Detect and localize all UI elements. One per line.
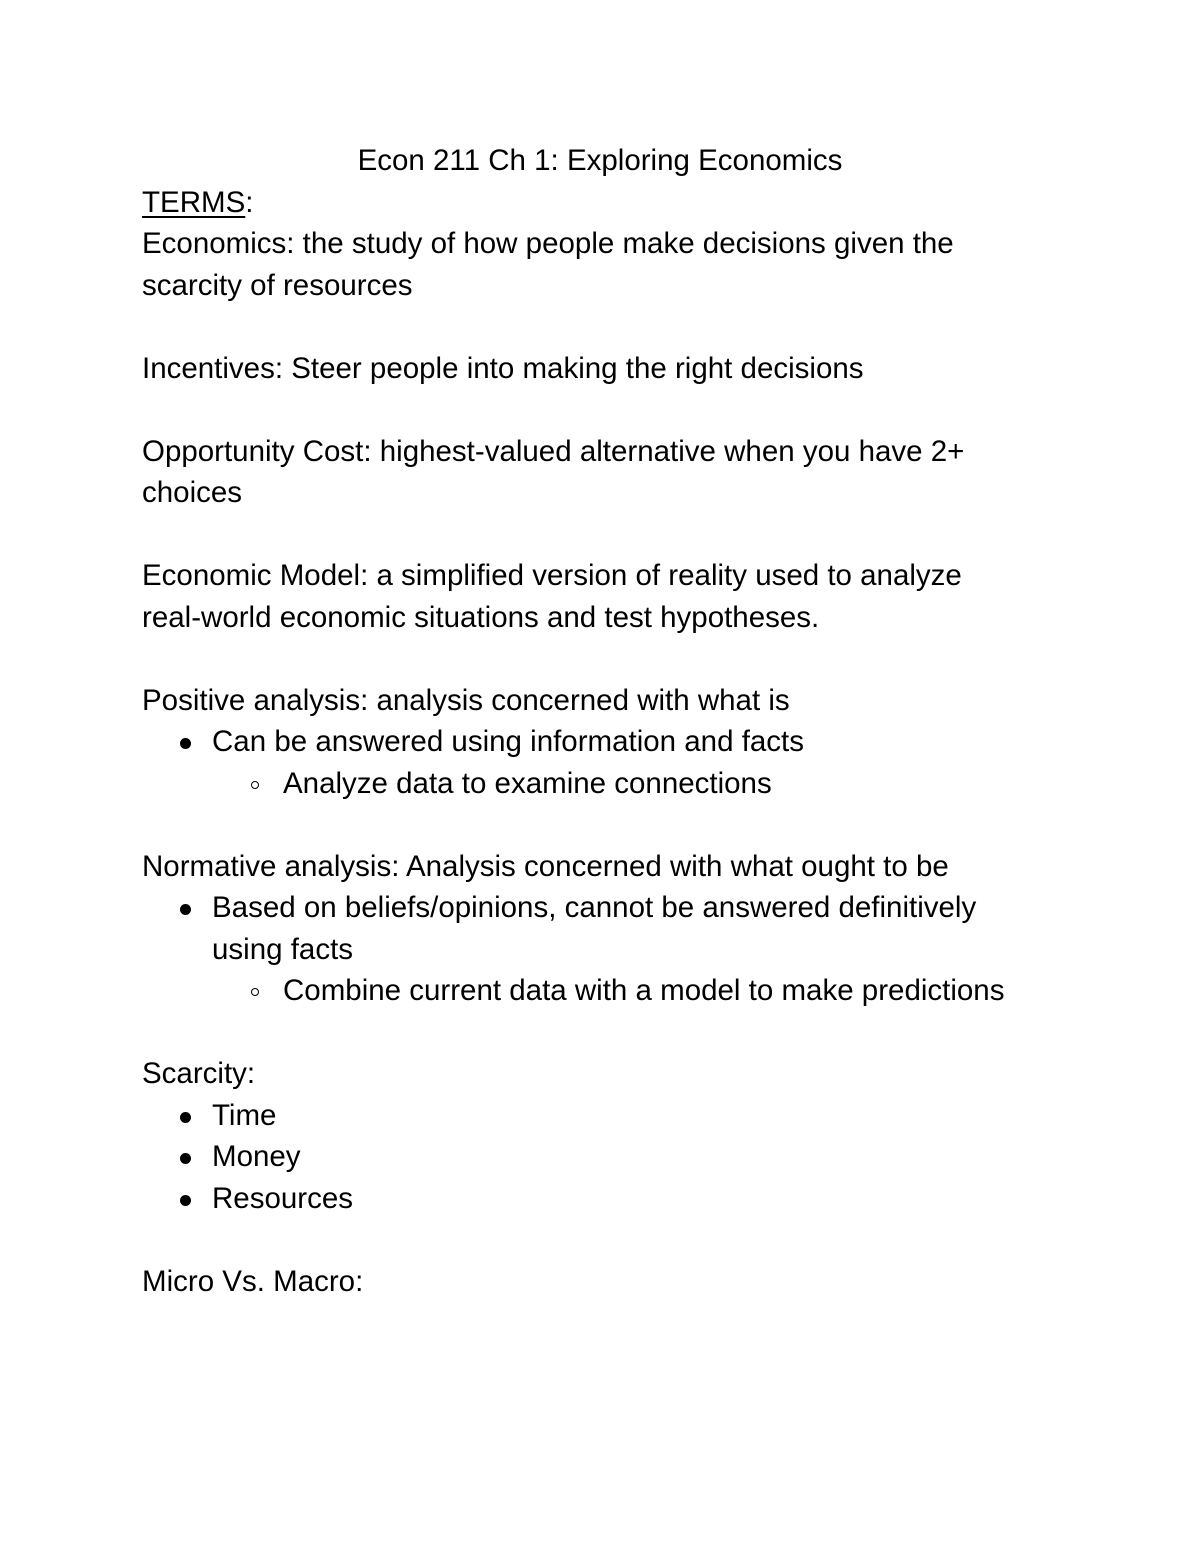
spacer <box>142 389 1072 431</box>
list-item <box>142 887 1072 1012</box>
bullet-circle-icon <box>251 988 259 996</box>
opportunity-cost-definition-line1: Opportunity Cost: highest-valued alternative when you have 2+ <box>142 434 965 468</box>
opportunity-cost-definition-line2: choices <box>142 476 243 509</box>
list-item <box>142 1095 1072 1137</box>
positive-analysis-heading: Positive analysis: analysis concerned with what is <box>142 683 790 717</box>
economics-definition-line2: scarcity of resources <box>142 268 413 302</box>
economics-definition-line1: Economics: the study of how people make decisions given the <box>142 227 954 260</box>
positive-analysis-bullet: Can be answered using information and facts <box>212 725 804 758</box>
terms-colon: : <box>245 185 254 219</box>
positive-analysis-sublist <box>212 763 1072 805</box>
normative-analysis-heading: Normative analysis: Analysis concerned with what ought to be <box>142 849 949 883</box>
spacer <box>142 306 1072 348</box>
bullet-dot-icon <box>180 904 191 915</box>
terms-heading-line <box>142 182 1072 224</box>
spacer <box>142 638 1072 680</box>
normative-analysis-bullet-line2: using facts <box>212 932 354 966</box>
scarcity-list <box>142 1095 1072 1220</box>
normative-analysis-list <box>142 887 1072 1012</box>
spacer <box>142 1012 1072 1054</box>
bullet-circle-icon <box>251 781 259 789</box>
scarcity-item-money: Money <box>212 1140 301 1173</box>
spacer <box>142 804 1072 846</box>
bullet-dot-icon <box>180 1195 191 1206</box>
scarcity-item-time: Time <box>212 1098 277 1132</box>
list-item <box>212 763 1072 805</box>
spacer <box>142 1219 1072 1261</box>
list-item <box>142 1136 1072 1178</box>
micro-vs-macro-heading: Micro Vs. Macro: <box>142 1264 364 1298</box>
terms-heading: TERMS <box>142 185 246 219</box>
economic-model-definition-line1: Economic Model: a simplified version of reality used to analyze <box>142 559 962 592</box>
list-item <box>212 970 1072 1012</box>
bullet-dot-icon <box>180 1153 191 1164</box>
scarcity-heading: Scarcity: <box>142 1057 256 1090</box>
bullet-dot-icon <box>180 1112 191 1123</box>
positive-analysis-list <box>142 721 1072 804</box>
document-body <box>142 140 1072 1302</box>
list-item <box>142 721 1072 804</box>
incentives-definition: Incentives: Steer people into making the right decisions <box>142 351 864 385</box>
bullet-dot-icon <box>180 738 191 749</box>
list-item <box>142 1178 1072 1220</box>
normative-analysis-sublist <box>212 970 1072 1012</box>
page-title: Econ 211 Ch 1: Exploring Economics <box>357 144 843 177</box>
scarcity-item-resources: Resources <box>212 1181 354 1215</box>
spacer <box>142 514 1072 556</box>
positive-analysis-sub-bullet: Analyze data to examine connections <box>283 766 772 800</box>
normative-analysis-sub-bullet: Combine current data with a model to make predictions <box>283 974 1005 1007</box>
normative-analysis-bullet-line1: Based on beliefs/opinions, cannot be answered definitively <box>212 891 977 924</box>
economic-model-definition-line2: real-world economic situations and test hypotheses. <box>142 600 820 634</box>
